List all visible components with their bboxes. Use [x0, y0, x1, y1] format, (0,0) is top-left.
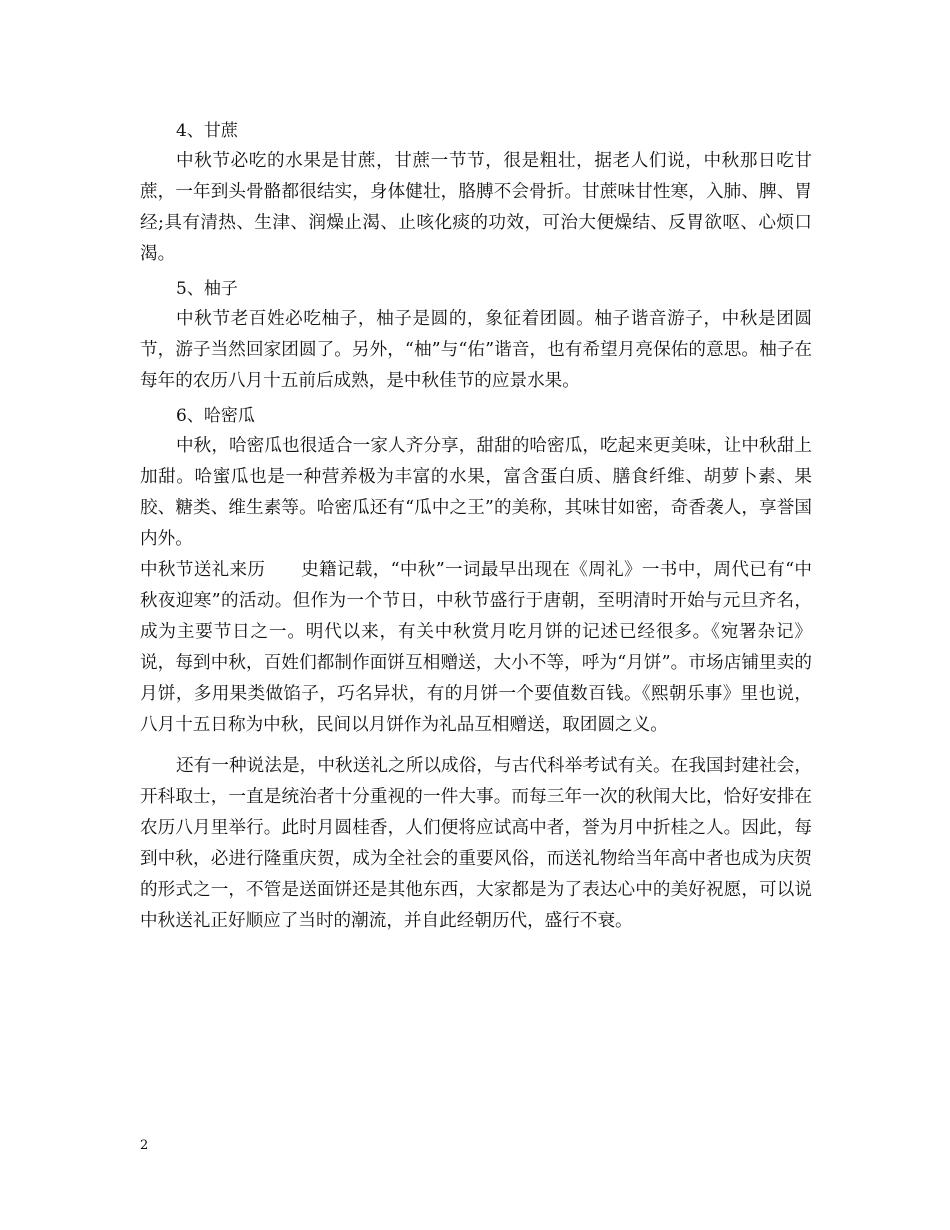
page-content [140, 116, 812, 937]
section-heading-pomelo: 5、柚子 [176, 279, 238, 299]
section-paragraph-hami-melon: 中秋，哈密瓜也很适合一家人齐分享，甜甜的哈密瓜，吃起来更美味，让中秋甜上加甜。哈蜜瓜也是一种营养极为丰富的水果，富含蛋白质、膳食纤维、胡萝卜素、果胶、糖类、维生素等。哈密瓜还有“瓜中之王”的美称，其味甘如密，奇香袭人，享誉国内外。 [140, 436, 812, 549]
custom-paragraph: 还有一种说法是，中秋送礼之所以成俗，与古代科举考试有关。在我国封建社会，开科取士，一直是统治者十分重视的一件大事。而每三年一次的秋闱大比，恰好安排在农历八月里举行。此时月圆桂香，人们便将应试高中者，誉为月中折桂之人。因此，每到中秋，必进行隆重庆贺，成为全社会的重要风俗，而送礼物给当年高中者也成为庆贺的形式之一，不管是送面饼还是其他东西，大家都是为了表达心中的美好祝愿，可以说中秋送礼正好顺应了当时的潮流，并自此经朝历代，盛行不衰。 [140, 756, 812, 931]
page-number: 2 [140, 1138, 149, 1153]
history-paragraph: 中秋节送礼来历 史籍记载，“中秋”一词最早出现在《周礼》一书中，周代已有“中秋夜迎寒”的活动。但作为一个节日，中秋节盛行于唐朝，至明清时开始与元旦齐名，成为主要节日之一。明代以来，有关中秋赏月吃月饼的记述已经很多。《宛署杂记》说，每到中秋，百姓们都制作面饼互相赠送，大小不等，呼为“月饼”。市场店铺里卖的月饼，多用果类做馅子，巧名异状，有的月饼一个要值数百钱。《熙朝乐事》里也说，八月十五日称为中秋，民间以月饼作为礼品互相赠送，取团圆之义。 [140, 560, 812, 735]
section-paragraph-pomelo: 中秋节老百姓必吃柚子，柚子是圆的，象征着团圆。柚子谐音游子，中秋是团圆节，游子当然回家团圆了。另外，“柚”与“佑”谐音，也有希望月亮保佑的意思。柚子在每年的农历八月十五前后成熟，是中秋佳节的应景水果。 [140, 309, 812, 391]
section-heading-sugarcane: 4、甘蔗 [176, 121, 238, 141]
section-heading-hami-melon: 6、哈密瓜 [176, 406, 255, 426]
section-paragraph-sugarcane: 中秋节必吃的水果是甘蔗，甘蔗一节节，很是粗壮，据老人们说，中秋那日吃甘蔗，一年到头骨骼都很结实，身体健壮，胳膊不会骨折。甘蔗味甘性寒，入肺、脾、胃经;具有清热、生津、润燥止渴、止咳化痰的功效，可治大便燥结、反胃欲呕、心烦口渴。 [140, 151, 812, 264]
